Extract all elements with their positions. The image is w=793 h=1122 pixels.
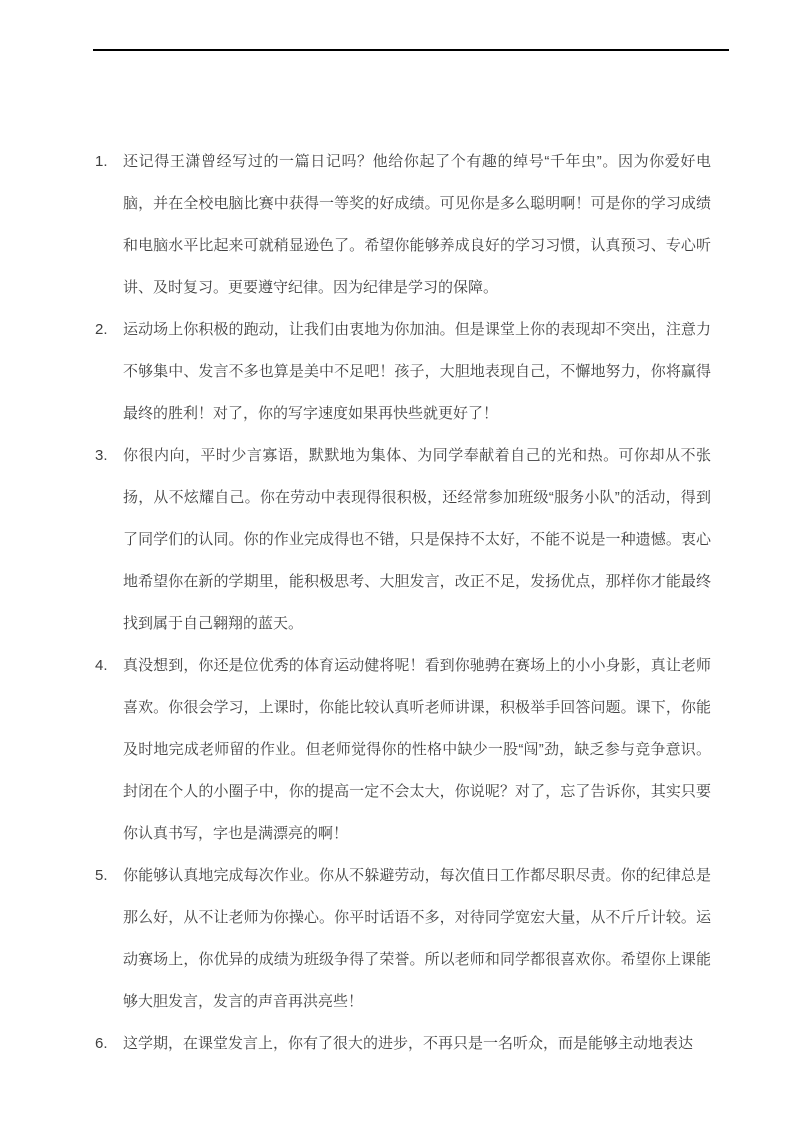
list-item <box>95 1023 711 1065</box>
list-item <box>95 435 711 645</box>
list-item <box>95 645 711 855</box>
list-item-text: 你能够认真地完成每次作业。你从不躲避劳动，每次值日工作都尽职尽责。你的纪律总是那么好，从不让老师为你操心。你平时话语不多，对待同学宽宏大量，从不斤斤计较。运动赛场上，你优异的成绩为班级争得了荣誉。所以老师和同学都很喜欢你。希望你上课能够大胆发言，发言的声音再洪亮些！ <box>123 867 711 1010</box>
list-item-number: 2. <box>95 321 108 338</box>
list-item-number: 5. <box>95 867 108 884</box>
list-item <box>95 309 711 435</box>
list-item-number: 3. <box>95 447 108 464</box>
list-item-text: 这学期，在课堂发言上，你有了很大的进步，不再只是一名听众，而是能够主动地表达 <box>123 1035 694 1052</box>
numbered-comment-list <box>95 141 711 1065</box>
list-item-text: 运动场上你积极的跑动，让我们由衷地为你加油。但是课堂上你的表现却不突出，注意力不够集中、发言不多也算是美中不足吧！孩子，大胆地表现自己，不懈地努力，你将赢得最终的胜利！对了，你的写字速度如果再快些就更好了！ <box>123 321 711 422</box>
list-item-text: 你很内向，平时少言寡语，默默地为集体、为同学奉献着自己的光和热。可你却从不张扬，从不炫耀自己。你在劳动中表现得很积极，还经常参加班级“服务小队”的活动，得到了同学们的认同。你的作业完成得也不错，只是保持不太好，不能不说是一种遗憾。衷心地希望你在新的学期里，能积极思考、大胆发言，改正不足，发扬优点，那样你才能最终找到属于自己翱翔的蓝天。 <box>123 447 711 632</box>
list-item-text: 真没想到，你还是位优秀的体育运动健将呢！看到你驰骋在赛场上的小小身影，真让老师喜欢。你很会学习，上课时，你能比较认真听老师讲课，积极举手回答问题。课下，你能及时地完成老师留的作业。但老师觉得你的性格中缺少一股“闯”劲，缺乏参与竞争意识。封闭在个人的小圈子中，你的提高一定不会太大，你说呢？对了，忘了告诉你，其实只要你认真书写，字也是满漂亮的啊！ <box>123 657 711 842</box>
document-body <box>95 141 711 1065</box>
list-item-number: 4. <box>95 657 108 674</box>
list-item-text: 还记得王潇曾经写过的一篇日记吗？他给你起了个有趣的绰号“千年虫”。因为你爱好电脑，并在全校电脑比赛中获得一等奖的好成绩。可见你是多么聪明啊！可是你的学习成绩和电脑水平比起来可就稍显逊色了。希望你能够养成良好的学习习惯，认真预习、专心听讲、及时复习。更要遵守纪律。因为纪律是学习的保障。 <box>123 153 711 296</box>
list-item-number: 1. <box>95 153 108 170</box>
list-item <box>95 141 711 309</box>
list-item-number: 6. <box>95 1035 108 1052</box>
header-divider-line <box>93 49 729 51</box>
list-item <box>95 855 711 1023</box>
